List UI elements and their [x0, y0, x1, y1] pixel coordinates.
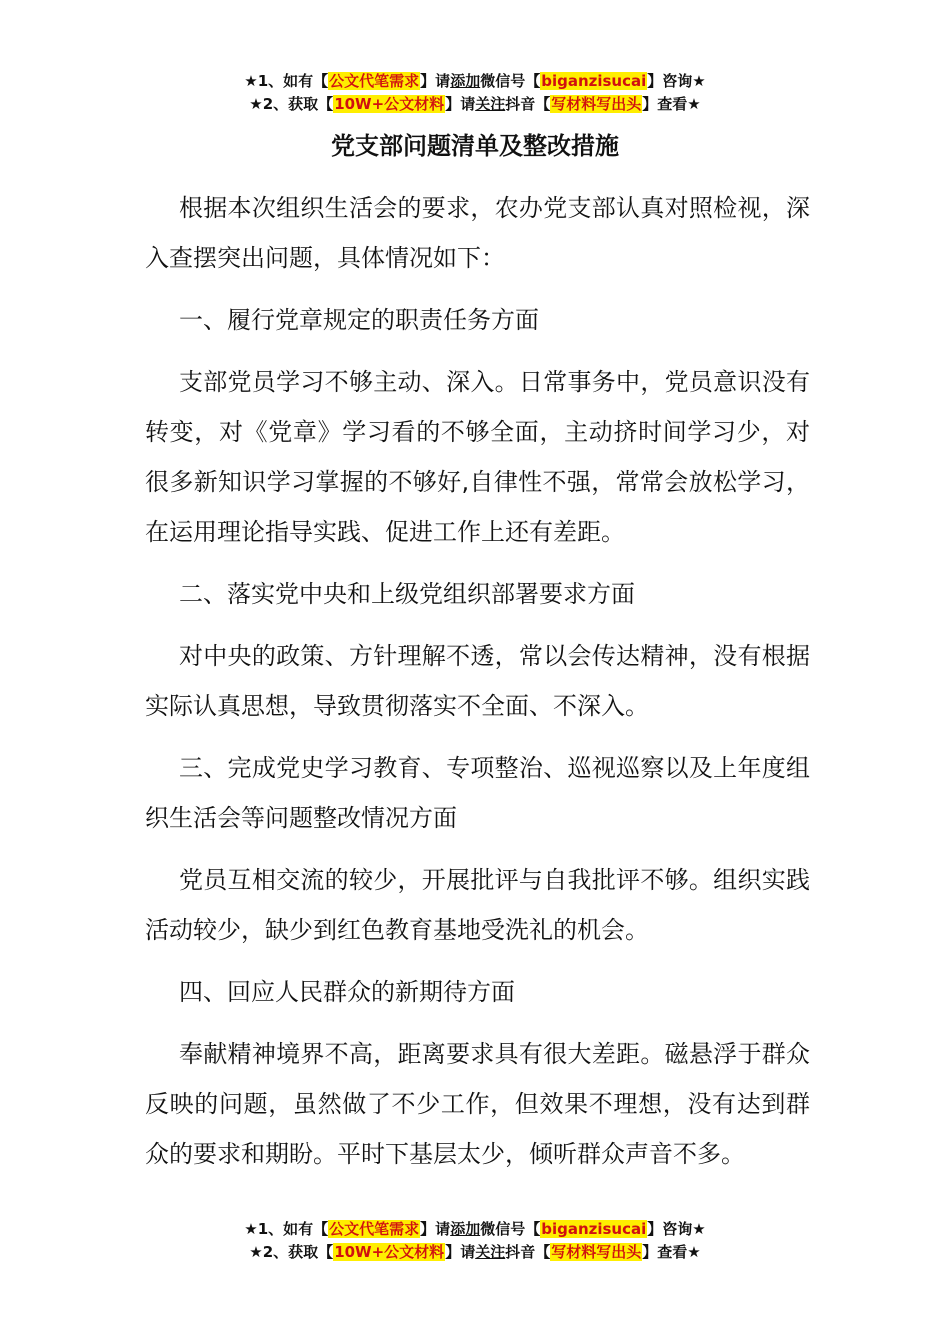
ad-text: 微信号【	[480, 1220, 541, 1238]
ad-text: 】咨询★	[647, 72, 706, 90]
ad-highlight: 公文代笔需求	[329, 1220, 420, 1238]
section-heading-2: 二、落实党中央和上级党组织部署要求方面	[179, 580, 635, 608]
ad-line-2	[0, 1241, 950, 1264]
ad-text: 抖音【	[505, 95, 551, 113]
ad-text: 】请	[420, 1220, 451, 1238]
ad-highlight: 写材料写出头	[551, 95, 642, 113]
section-paragraph-1: 支部党员学习不够主动、深入。日常事务中，党员意识没有转变，对《党章》学习看的不够全面，主动挤时间学习少，对很多新知识学习掌握的不够好,自律性不强，常常会放松学习，在运用理论指导实践、促进工作上还有差距。	[145, 368, 810, 546]
ad-text: 】咨询★	[647, 1220, 706, 1238]
ad-highlight: 写材料写出头	[551, 1243, 642, 1261]
ad-text: ★2、获取【	[249, 1243, 334, 1261]
ad-text: ★1、如有【	[244, 72, 329, 90]
section-paragraph-4: 奉献精神境界不高，距离要求具有很大差距。磁悬浮于群众反映的问题，虽然做了不少工作，但效果不理想，没有达到群众的要求和期盼。平时下基层太少，倾听群众声音不多。	[145, 1040, 810, 1168]
ad-underline: 关注	[475, 1243, 506, 1261]
ad-line-1	[0, 70, 950, 93]
ad-underline: 关注	[475, 95, 506, 113]
ad-line-2	[0, 93, 950, 116]
ad-underline: 添加	[450, 1220, 481, 1238]
ad-line-1	[0, 1218, 950, 1241]
section-paragraph-3: 党员互相交流的较少，开展批评与自我批评不够。组织实践活动较少，缺少到红色教育基地受洗礼的机会。	[145, 866, 810, 944]
ad-text: 】请	[420, 72, 451, 90]
ad-text: 】查看★	[642, 1243, 701, 1261]
ad-text: 】请	[445, 95, 476, 113]
ad-text: 】请	[445, 1243, 476, 1261]
section-heading-1: 一、履行党章规定的职责任务方面	[179, 306, 539, 334]
ad-highlight: 公文代笔需求	[329, 72, 420, 90]
ad-text: ★1、如有【	[244, 1220, 329, 1238]
ad-text: ★2、获取【	[249, 95, 334, 113]
ad-highlight: biganzisucai	[541, 72, 647, 90]
ad-text: 】查看★	[642, 95, 701, 113]
intro-paragraph: 根据本次组织生活会的要求，农办党支部认真对照检视，深入查摆突出问题，具体情况如下：	[145, 194, 810, 272]
section-paragraph-2: 对中央的政策、方针理解不透，常以会传达精神，没有根据实际认真思想，导致贯彻落实不全面、不深入。	[145, 642, 810, 720]
document-body	[145, 183, 810, 1191]
document-title: 党支部问题清单及整改措施	[331, 132, 619, 160]
ad-text: 抖音【	[505, 1243, 551, 1261]
ad-highlight: biganzisucai	[541, 1220, 647, 1238]
top-ad-banner	[0, 70, 950, 116]
ad-text: 微信号【	[480, 72, 541, 90]
ad-underline: 添加	[450, 72, 481, 90]
section-heading-4: 四、回应人民群众的新期待方面	[179, 978, 515, 1006]
ad-highlight: 10W+公文材料	[334, 1243, 445, 1261]
ad-highlight: 10W+公文材料	[334, 95, 445, 113]
bottom-ad-banner	[0, 1218, 950, 1264]
section-heading-3: 三、完成党史学习教育、专项整治、巡视巡察以及上年度组织生活会等问题整改情况方面	[145, 754, 810, 832]
